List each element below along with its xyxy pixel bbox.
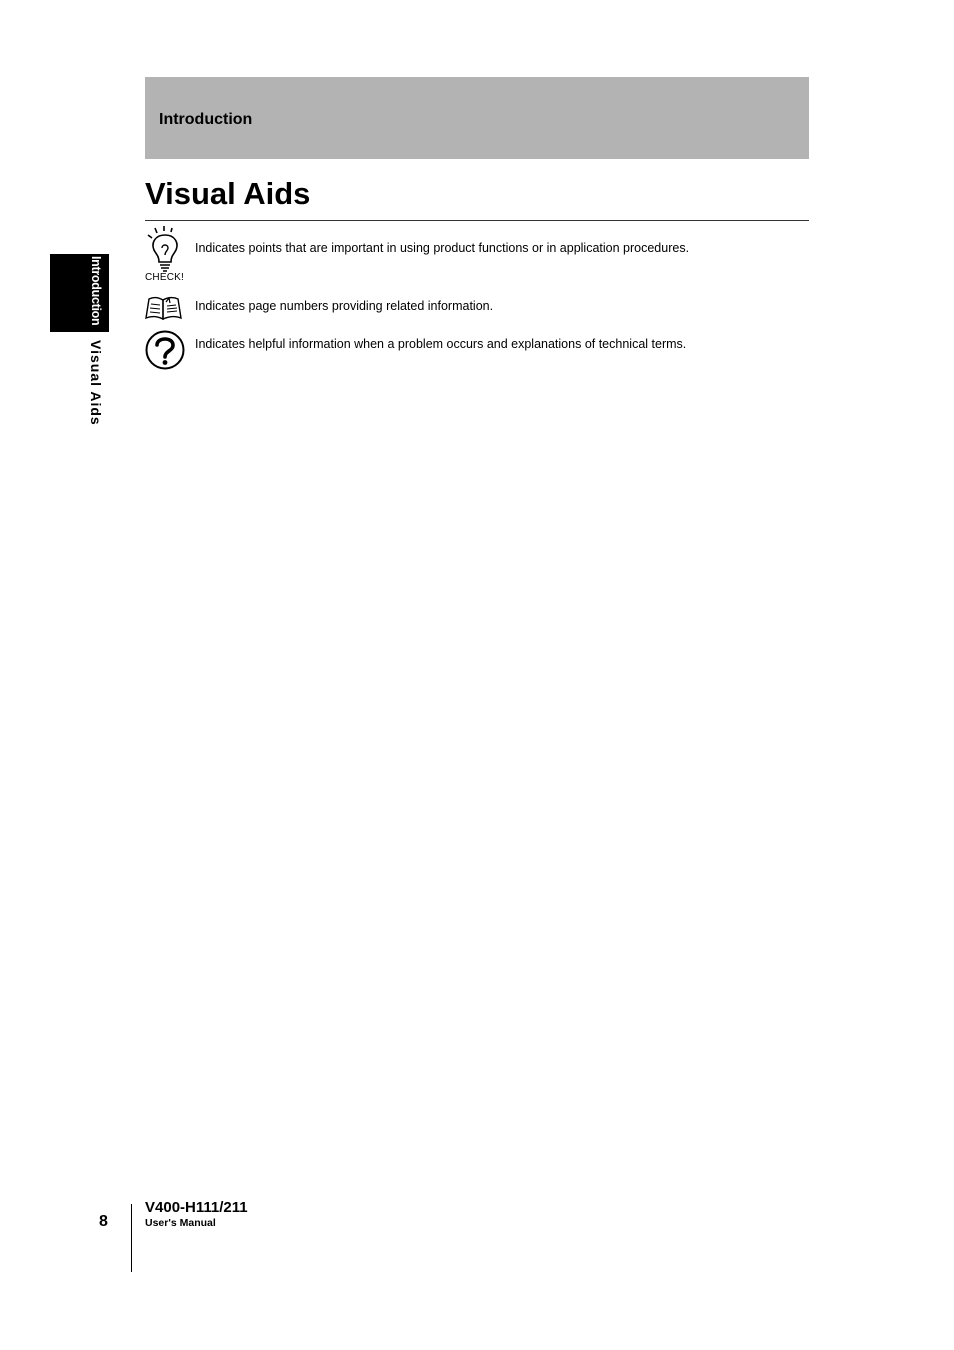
check-icon-label: CHECK!: [145, 272, 184, 283]
aid-help-text: Indicates helpful information when a problem occurs and explanations of technical terms.: [195, 337, 687, 351]
footer-model: V400-H111/211: [145, 1199, 248, 1216]
header-section-title: Introduction: [159, 111, 253, 128]
title-rule: [145, 220, 809, 221]
page-number: 8: [99, 1213, 108, 1230]
side-tab-chapter: Visual Aids: [88, 340, 104, 426]
question-mark-circle-icon: [145, 330, 185, 370]
header-band: [145, 77, 809, 159]
aid-check-text: Indicates points that are important in using product functions or in application procedures.: [195, 241, 690, 255]
footer-rule: [131, 1204, 132, 1272]
open-book-icon: [145, 294, 183, 322]
side-tab-section: Introduction: [89, 256, 103, 326]
aid-reference-text: Indicates page numbers providing related information.: [195, 299, 494, 313]
page-title: Visual Aids: [145, 176, 311, 211]
footer-manual: User's Manual: [145, 1217, 216, 1229]
